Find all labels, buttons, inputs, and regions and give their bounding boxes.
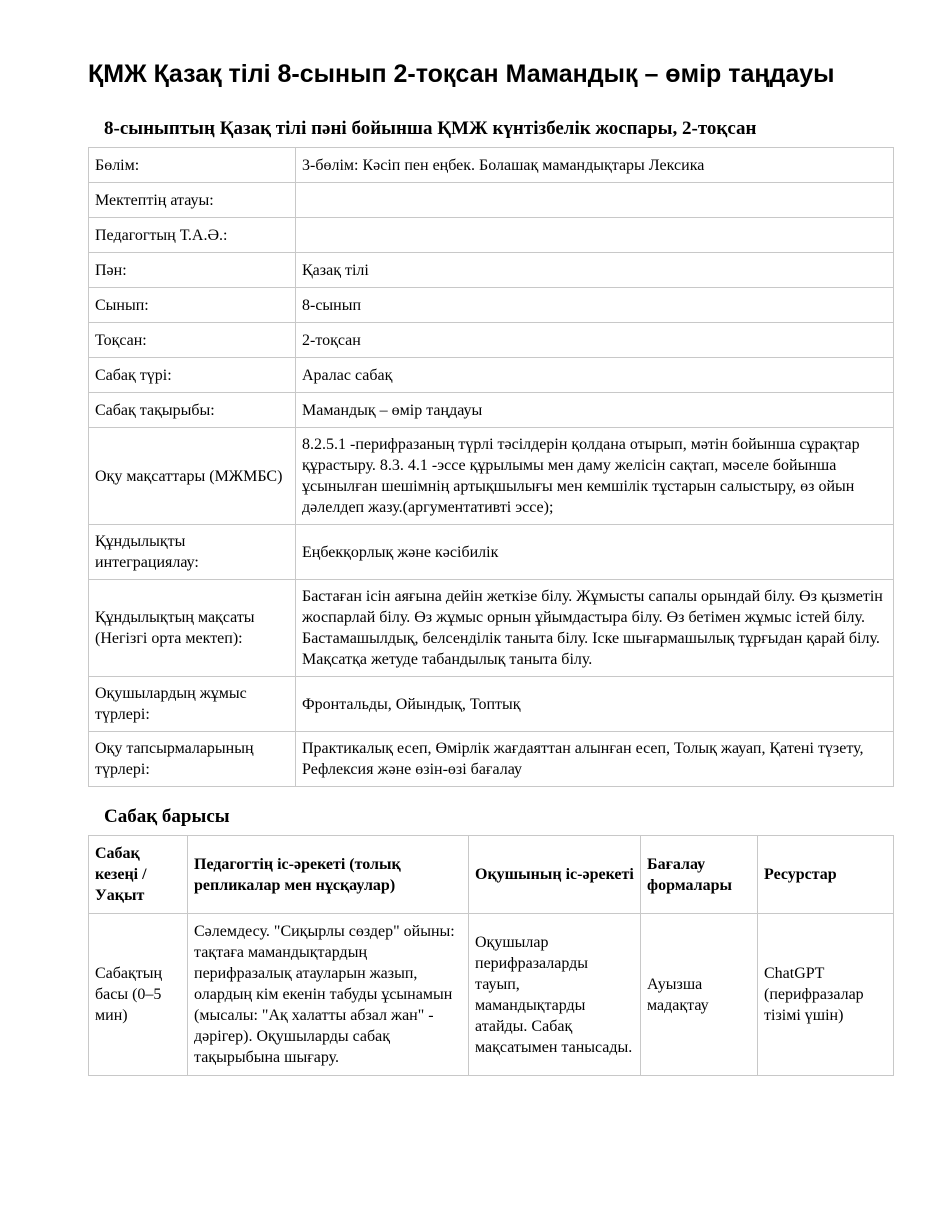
section-title: Сабақ барысы [104, 806, 230, 827]
info-label: Сынып: [89, 288, 296, 323]
info-value [296, 183, 894, 218]
document-page [88, 58, 893, 1076]
info-label: Сабақ тақырыбы: [89, 393, 296, 428]
resources-cell: ChatGPT (перифразалар тізімі үшін) [758, 914, 894, 1076]
table-row [89, 525, 894, 580]
info-label: Тоқсан: [89, 323, 296, 358]
table-header-row [89, 836, 894, 914]
table-row [89, 218, 894, 253]
table-row [89, 393, 894, 428]
info-value: Еңбекқорлық және кәсібилік [296, 525, 894, 580]
table-row [89, 253, 894, 288]
table-row [89, 428, 894, 525]
info-value [296, 218, 894, 253]
page-title: ҚМЖ Қазақ тілі 8-сынып 2-тоқсан Мамандық – өмір таңдауы [88, 60, 835, 88]
info-label: Құндылықтың мақсаты (Негізгі орта мектеп): [89, 580, 296, 677]
column-header: Бағалау формалары [641, 836, 758, 914]
info-label: Оқушылардың жұмыс түрлері: [89, 677, 296, 732]
table-row [89, 183, 894, 218]
table-row [89, 677, 894, 732]
info-label: Пән: [89, 253, 296, 288]
info-label: Педагогтың Т.А.Ә.: [89, 218, 296, 253]
info-value: Практикалық есеп, Өмірлік жағдаяттан алынған есеп, Толық жауап, Қатені түзету, Рефлексия және өзін-өзі бағалау [296, 732, 894, 787]
column-header: Оқушының іс-әрекеті [469, 836, 641, 914]
info-label: Оқу тапсырмаларының түрлері: [89, 732, 296, 787]
info-label: Мектептің атауы: [89, 183, 296, 218]
table-row [89, 358, 894, 393]
table-row [89, 288, 894, 323]
table-row [89, 148, 894, 183]
info-value: Мамандық – өмір таңдауы [296, 393, 894, 428]
info-value: 8.2.5.1 -перифразаның түрлі тәсілдерін қолдана отырып, мәтін бойынша сұрақтар құрастыру. 8.3. 4.1 -эссе құрылымы мен даму желісін сақтап, мәселе бойынша ұсынылған шешімнің артықшылығы мен кемшілік тұстарын салыстыру, өз ойын дәлелдеп жазу.(аргументативті эссе); [296, 428, 894, 525]
info-value: Бастаған ісін аяғына дейін жеткізе білу. Жұмысты сапалы орындай білу. Өз қызметін жоспарлай білу. Өз жұмыс орнын ұйымдастыра білу. Өз бетімен жұмыс істей білу. Бастамашылдық, белсенділік таныта білу. Іске шығармашылық тұрғыдан қарай білу. Мақсатқа жетуде табандылық таныта білу. [296, 580, 894, 677]
lesson-info-table [88, 147, 894, 787]
info-label: Сабақ түрі: [89, 358, 296, 393]
info-value: 2-тоқсан [296, 323, 894, 358]
table-row [89, 914, 894, 1076]
info-label: Оқу мақсаттары (МЖМБС) [89, 428, 296, 525]
info-label: Құндылықты интеграциялау: [89, 525, 296, 580]
info-label: Бөлім: [89, 148, 296, 183]
info-value: 3-бөлім: Кәсіп пен еңбек. Болашақ мамандықтары Лексика [296, 148, 894, 183]
info-value: Қазақ тілі [296, 253, 894, 288]
lesson-flow-table [88, 835, 894, 1076]
table-row [89, 732, 894, 787]
stage-cell: Сабақтың басы (0–5 мин) [89, 914, 188, 1076]
table-row [89, 580, 894, 677]
column-header: Педагогтің іс-әрекеті (толық репликалар мен нұсқаулар) [188, 836, 469, 914]
teacher-activity-cell: Сәлемдесу. "Сиқырлы сөздер" ойыны: тақтаға мамандықтардың перифразалық атауларын жазып, олардың кім екенін табуды ұсынамын (мысалы: "Ақ халатты абзал жан" - дәрігер). Оқушыларды сабақ тақырыбына шығару. [188, 914, 469, 1076]
info-value: 8-сынып [296, 288, 894, 323]
info-value: Фронтальды, Ойындық, Топтық [296, 677, 894, 732]
plan-subtitle: 8-сыныптың Қазақ тілі пәні бойынша ҚМЖ күнтізбелік жоспары, 2-тоқсан [104, 118, 757, 139]
table-row [89, 323, 894, 358]
column-header: Сабақ кезеңі / Уақыт [89, 836, 188, 914]
column-header: Ресурстар [758, 836, 894, 914]
info-value: Аралас сабақ [296, 358, 894, 393]
student-activity-cell: Оқушылар перифразаларды тауып, мамандықтарды атайды. Сабақ мақсатымен танысады. [469, 914, 641, 1076]
assessment-cell: Ауызша мадақтау [641, 914, 758, 1076]
